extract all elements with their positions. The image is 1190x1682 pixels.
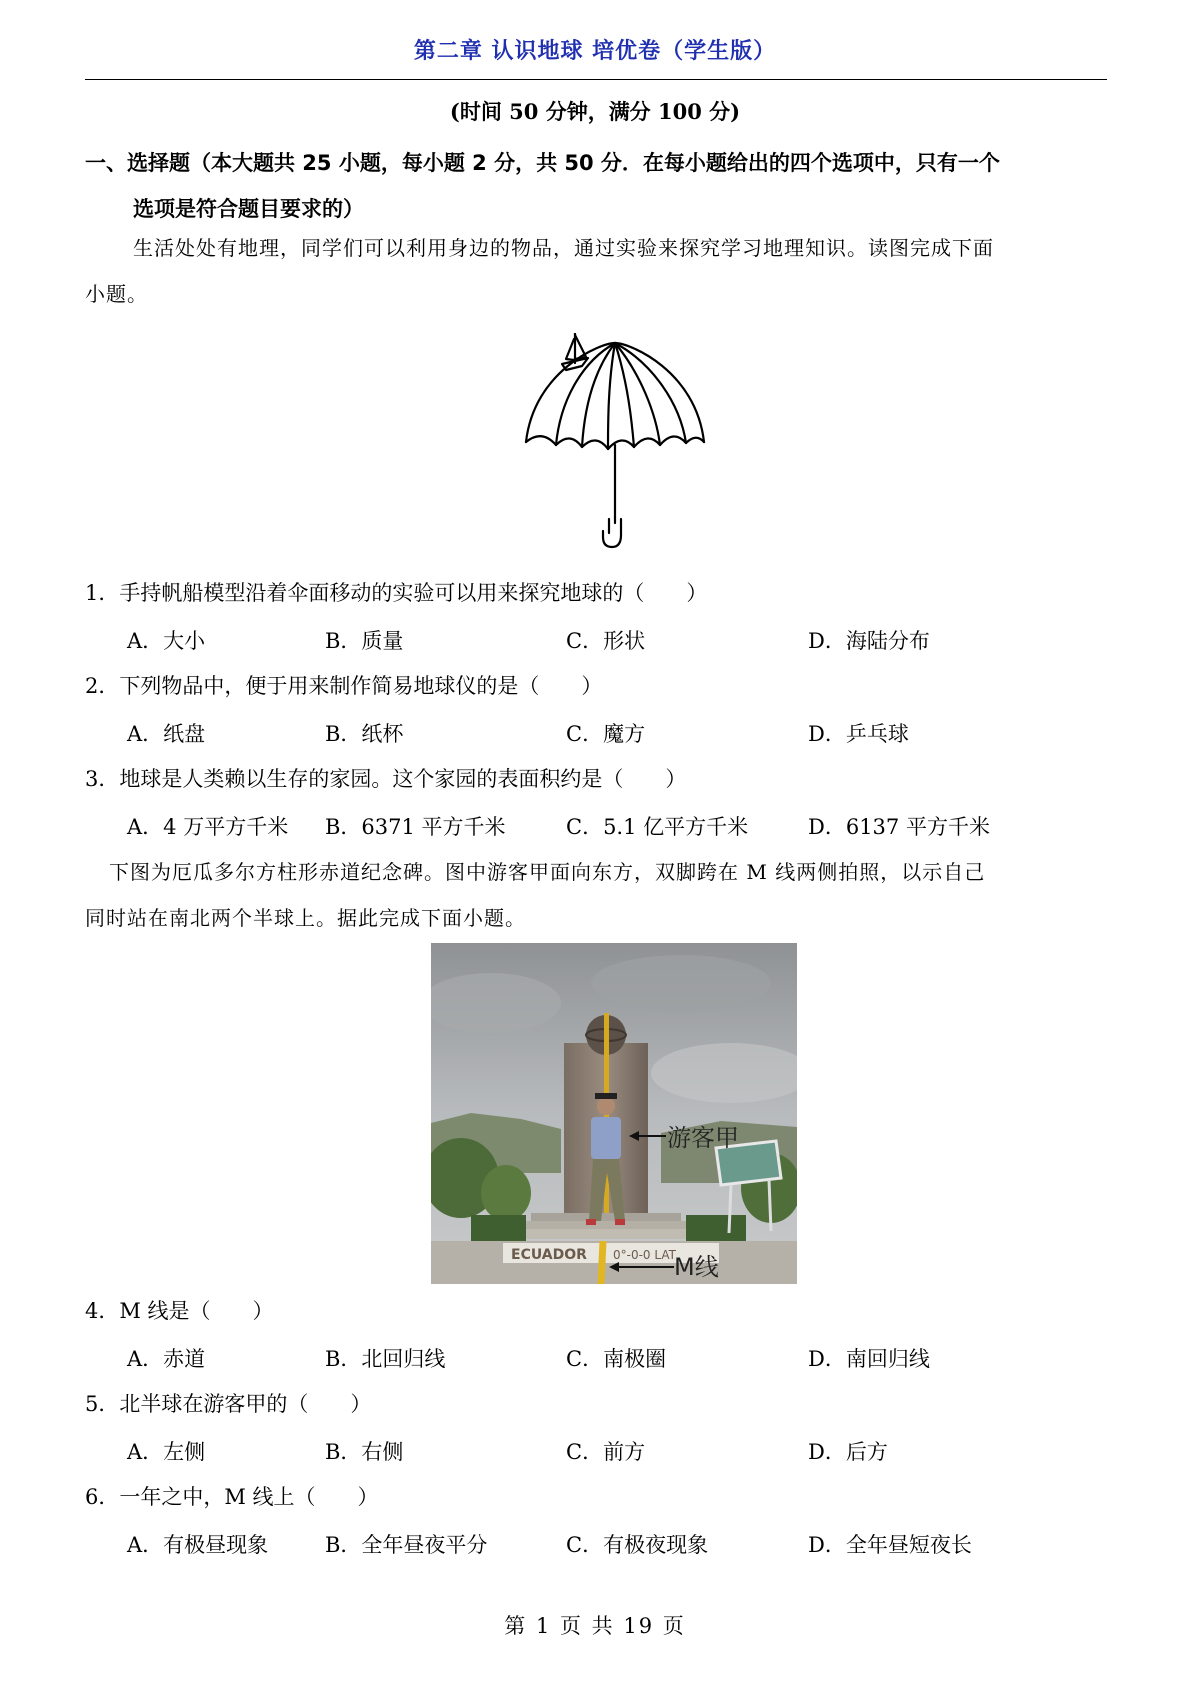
q1-option-c[interactable]: C．形状 bbox=[566, 629, 646, 653]
question-1: 1．手持帆船模型沿着伞面移动的实验可以用来探究地球的（ ） bbox=[85, 581, 708, 605]
question-5-options bbox=[0, 1436, 1190, 1466]
section-heading bbox=[85, 140, 1115, 232]
intro1-line2: 小题。 bbox=[85, 282, 148, 306]
exam-subtitle: (时间 50 分钟，满分 100 分) bbox=[449, 99, 741, 124]
question-4: 4．M 线是（ ） bbox=[85, 1299, 274, 1323]
tourist-label: 游客甲 bbox=[667, 1124, 739, 1152]
question-5: 5．北半球在游客甲的（ ） bbox=[85, 1392, 372, 1416]
q1-option-a[interactable]: A．大小 bbox=[127, 629, 206, 653]
question-6-options bbox=[0, 1529, 1190, 1559]
q3-option-a[interactable]: A．4 万平方千米 bbox=[127, 815, 289, 839]
q5-option-b[interactable]: B．右侧 bbox=[325, 1440, 404, 1464]
intro2-line2: 同时站在南北两个半球上。据此完成下面小题。 bbox=[85, 906, 526, 930]
question-6: 6．一年之中，M 线上（ ） bbox=[85, 1485, 379, 1509]
header-divider bbox=[85, 79, 1107, 80]
intro-paragraph-1 bbox=[85, 225, 1110, 317]
q4-option-b[interactable]: B．北回归线 bbox=[325, 1347, 446, 1371]
question-4-options bbox=[0, 1343, 1190, 1373]
photo-sign-text: ECUADOR bbox=[511, 1247, 587, 1263]
m-line-label: M线 bbox=[674, 1253, 719, 1281]
section-heading-line2: 选项是符合题目要求的） bbox=[133, 197, 364, 221]
q4-option-d[interactable]: D．南回归线 bbox=[808, 1347, 930, 1371]
q2-option-d[interactable]: D．乒乓球 bbox=[808, 722, 909, 746]
q4-option-a[interactable]: A．赤道 bbox=[127, 1347, 206, 1371]
q6-option-b[interactable]: B．全年昼夜平分 bbox=[325, 1533, 488, 1557]
question-2-options bbox=[0, 718, 1190, 748]
q6-option-c[interactable]: C．有极夜现象 bbox=[566, 1533, 709, 1557]
intro1-line1: 生活处处有地理，同学们可以利用身边的物品，通过实验来探究学习地理知识。读图完成下面 bbox=[133, 236, 994, 260]
q3-option-b[interactable]: B．6371 平方千米 bbox=[325, 815, 506, 839]
q1-option-d[interactable]: D．海陆分布 bbox=[808, 629, 930, 653]
section-heading-line1: 一、选择题（本大题共 25 小题，每小题 2 分，共 50 分．在每小题给出的四个选项中，只有一个 bbox=[85, 151, 1000, 175]
photo-lat-text: 0°-0-0 LAT bbox=[613, 1248, 676, 1262]
page-title: 第二章 认识地球 培优卷（学生版） bbox=[413, 39, 777, 64]
q5-option-d[interactable]: D．后方 bbox=[808, 1440, 888, 1464]
q5-option-a[interactable]: A．左侧 bbox=[127, 1440, 206, 1464]
intro-paragraph-2 bbox=[85, 849, 1110, 941]
q3-option-c[interactable]: C．5.1 亿平方千米 bbox=[566, 815, 749, 839]
page-number-footer: 第 1 页 共 19 页 bbox=[504, 1614, 686, 1638]
equator-monument-photo bbox=[431, 943, 797, 1284]
intro2-line1: 下图为厄瓜多尔方柱形赤道纪念碑。图中游客甲面向东方，双脚跨在 M 线两侧拍照，以示自己 bbox=[109, 860, 986, 884]
umbrella-figure bbox=[520, 333, 710, 555]
q2-option-c[interactable]: C．魔方 bbox=[566, 722, 646, 746]
q4-option-c[interactable]: C．南极圈 bbox=[566, 1347, 667, 1371]
q1-option-b[interactable]: B．质量 bbox=[325, 629, 404, 653]
q6-option-d[interactable]: D．全年昼短夜长 bbox=[808, 1533, 972, 1557]
question-3-options bbox=[0, 811, 1190, 841]
q2-option-b[interactable]: B．纸杯 bbox=[325, 722, 404, 746]
q2-option-a[interactable]: A．纸盘 bbox=[127, 722, 206, 746]
question-3: 3．地球是人类赖以生存的家园。这个家园的表面积约是（ ） bbox=[85, 767, 687, 791]
question-1-options bbox=[0, 625, 1190, 655]
q6-option-a[interactable]: A．有极昼现象 bbox=[127, 1533, 269, 1557]
question-2: 2．下列物品中，便于用来制作简易地球仪的是（ ） bbox=[85, 674, 603, 698]
q3-option-d[interactable]: D．6137 平方千米 bbox=[808, 815, 990, 839]
q5-option-c[interactable]: C．前方 bbox=[566, 1440, 646, 1464]
